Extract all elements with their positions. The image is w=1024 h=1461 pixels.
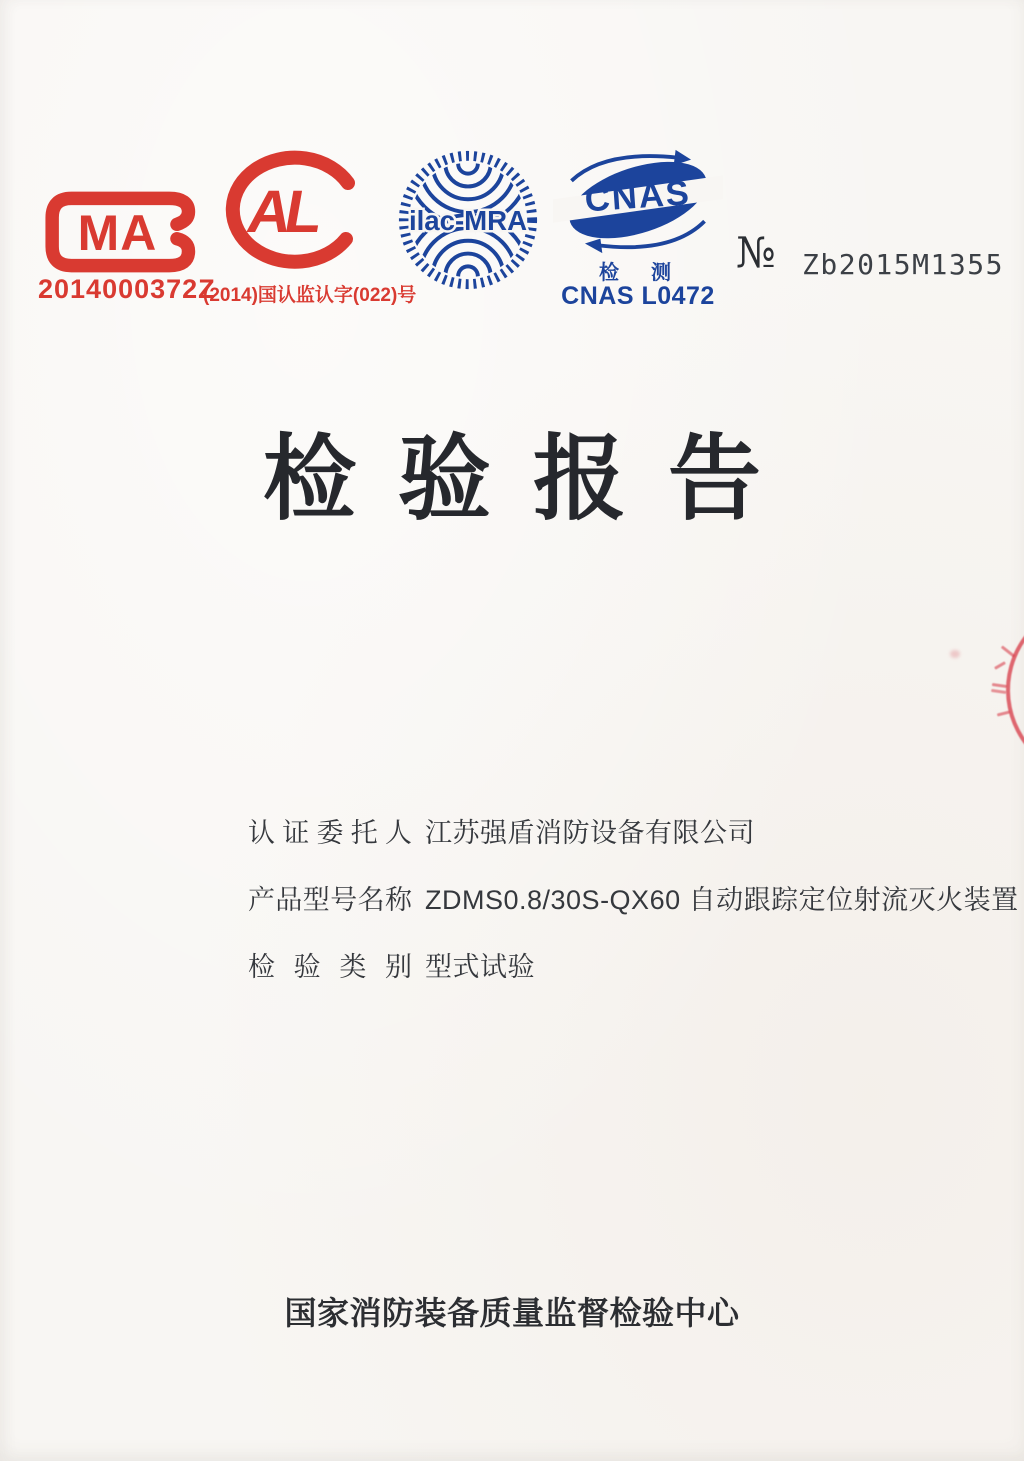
report-title: 检验报告	[263, 427, 803, 531]
numero-sign: №	[736, 228, 776, 277]
red-seal-stamp	[997, 591, 1024, 789]
field-label: 检 验 类 别	[248, 952, 412, 982]
cnas-logo-block	[552, 148, 724, 309]
field-value: ZDMS0.8/30S-QX60 自动跟踪定位射流灭火装置	[425, 885, 1019, 915]
cnas-logo-icon	[553, 148, 723, 256]
svg-text:MA: MA	[77, 205, 158, 262]
field-label: 产品型号名称	[248, 885, 412, 915]
issuing-organization-name: 国家消防装备质量监督检验中心	[284, 1295, 740, 1331]
field-label: 认证委托人	[248, 818, 412, 848]
ilac-mra-logo-icon	[392, 146, 544, 294]
field-row-product-model	[248, 883, 1019, 917]
cnas-category-label: 检 测	[599, 262, 677, 284]
field-value: 型式试验	[425, 952, 535, 982]
cnas-registration-number: CNAS L0472	[561, 282, 715, 310]
cal-accreditation-logo-icon	[220, 146, 375, 274]
svg-text:ilac-MRA: ilac-MRA	[408, 204, 528, 236]
stamp-ink-fragment	[1001, 645, 1015, 657]
stamp-ink-fragment	[992, 683, 1007, 688]
field-row-inspection-type	[248, 950, 1019, 984]
field-row-applicant	[248, 816, 1019, 850]
stamp-ink-fragment	[994, 661, 1006, 670]
svg-text:CNAS: CNAS	[583, 174, 692, 220]
field-value: 江苏强盾消防设备有限公司	[425, 818, 755, 848]
report-number: Zb2015M1355	[802, 248, 1004, 281]
svg-text:AL: AL	[242, 177, 323, 245]
ink-smudge	[950, 650, 960, 658]
cal-accreditation-number: (2014)国认监认字(022)号	[203, 285, 417, 306]
cma-certificate-number: 2014000372Z	[38, 274, 216, 304]
report-fields	[248, 816, 1019, 1017]
stamp-ink-fragment	[997, 710, 1010, 716]
cma-certification-logo-icon	[36, 184, 196, 280]
